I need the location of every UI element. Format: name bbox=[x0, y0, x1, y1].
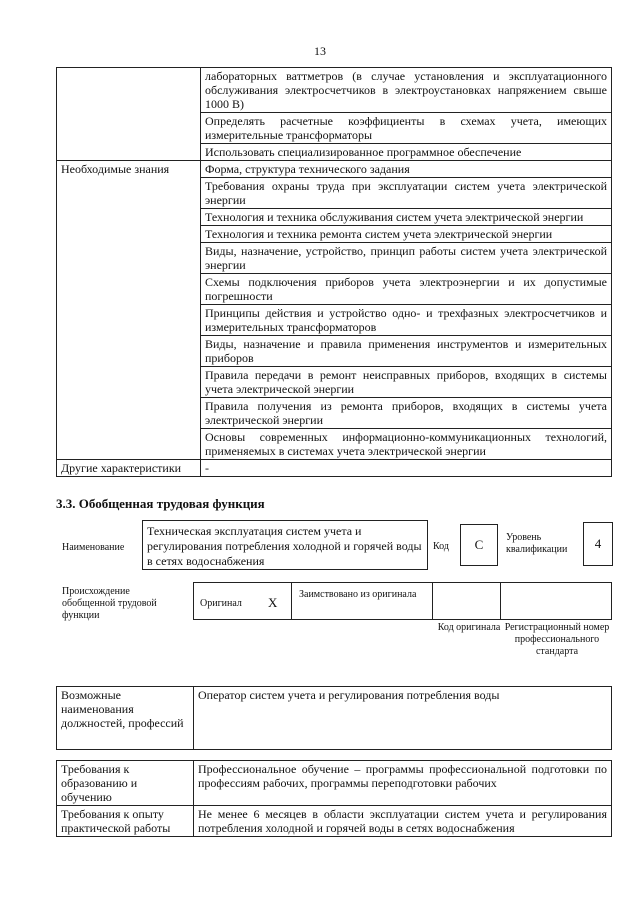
knowledge-row: Виды, назначение и правила применения инструментов и измерительных приборов bbox=[201, 336, 612, 367]
original-mark: X bbox=[268, 595, 278, 610]
skill-row: Определять расчетные коэффициенты в схемах учета, имеющих измерительные трансформаторы bbox=[201, 113, 612, 144]
knowledge-row: Принципы действия и устройство одно- и трехфазных электросчетчиков и измерительных трансформаторов bbox=[201, 305, 612, 336]
level-label: Уровень квалификации bbox=[506, 532, 568, 555]
positions-label: Возможные наименования должностей, профессий bbox=[57, 687, 194, 750]
borrowed-label: Заимствовано из оригинала bbox=[299, 589, 417, 600]
knowledge-row: Требования охраны труда при эксплуатации систем учета электрической энергии bbox=[201, 178, 612, 209]
requirement-value: Профессиональное обучение – программы профессиональной подготовки по профессиям рабочих, программы переподготовки рабочих bbox=[194, 761, 612, 806]
knowledge-row: Правила получения из ремонта приборов, входящих в системы учета электрической энергии bbox=[201, 398, 612, 429]
skill-row: лабораторных ваттметров (в случае установления и эксплуатационного обслуживания электросчетчиков в электроустановках напряжением свыше 1000 В) bbox=[201, 68, 612, 113]
code-original-caption: Код оригинала bbox=[437, 622, 501, 633]
positions-value: Оператор систем учета и регулирования потребления воды bbox=[194, 687, 612, 750]
knowledge-row: Технология и техника ремонта систем учета электрической энергии bbox=[201, 226, 612, 243]
knowledge-label: Необходимые знания bbox=[57, 161, 201, 460]
knowledge-row: Схемы подключения приборов учета электроэнергии и их допустимые погрешности bbox=[201, 274, 612, 305]
origin-box bbox=[193, 582, 612, 620]
knowledge-row: Виды, назначение, устройство, принцип работы систем учета электрической энергии bbox=[201, 243, 612, 274]
name-value: Техническая эксплуатация систем учета и регулирования потребления холодной и горячей воды в сетях водоснабжения bbox=[142, 520, 428, 570]
code-value: C bbox=[460, 524, 498, 566]
requirements-table bbox=[56, 760, 612, 837]
knowledge-row: Основы современных информационно-коммуникационных технологий, применяемых в системах учета электрической энергии bbox=[201, 429, 612, 460]
divider bbox=[291, 583, 292, 619]
skills-label-cell bbox=[57, 68, 201, 161]
positions-table bbox=[56, 686, 612, 750]
requirement-label: Требования к опыту практической работы bbox=[57, 806, 194, 837]
divider bbox=[432, 583, 433, 619]
knowledge-table bbox=[56, 67, 612, 477]
requirement-label: Требования к образованию и обучению bbox=[57, 761, 194, 806]
page-number: 13 bbox=[314, 44, 326, 58]
original-label: Оригинал bbox=[200, 598, 242, 609]
level-value: 4 bbox=[583, 522, 613, 566]
section-title: 3.3. Обобщенная трудовая функция bbox=[56, 496, 265, 511]
reg-number-caption: Регистрационный номер профессионального стандарта bbox=[504, 622, 610, 657]
knowledge-row: Технология и техника обслуживания систем учета электрической энергии bbox=[201, 209, 612, 226]
origin-label: Происхождение обобщенной трудовой функции bbox=[62, 586, 157, 621]
knowledge-row: Форма, структура технического задания bbox=[201, 161, 612, 178]
skill-row: Использовать специализированное программное обеспечение bbox=[201, 144, 612, 161]
knowledge-row: Правила передачи в ремонт неисправных приборов, входящих в системы учета электрической энергии bbox=[201, 367, 612, 398]
code-label: Код bbox=[433, 541, 449, 552]
divider bbox=[500, 583, 501, 619]
other-value: - bbox=[201, 460, 612, 477]
requirement-value: Не менее 6 месяцев в области эксплуатации систем учета и регулирования потребления холодной и горячей воды в сетях водоснабжения bbox=[194, 806, 612, 837]
other-label: Другие характеристики bbox=[57, 460, 201, 477]
name-label: Наименование bbox=[62, 542, 125, 553]
